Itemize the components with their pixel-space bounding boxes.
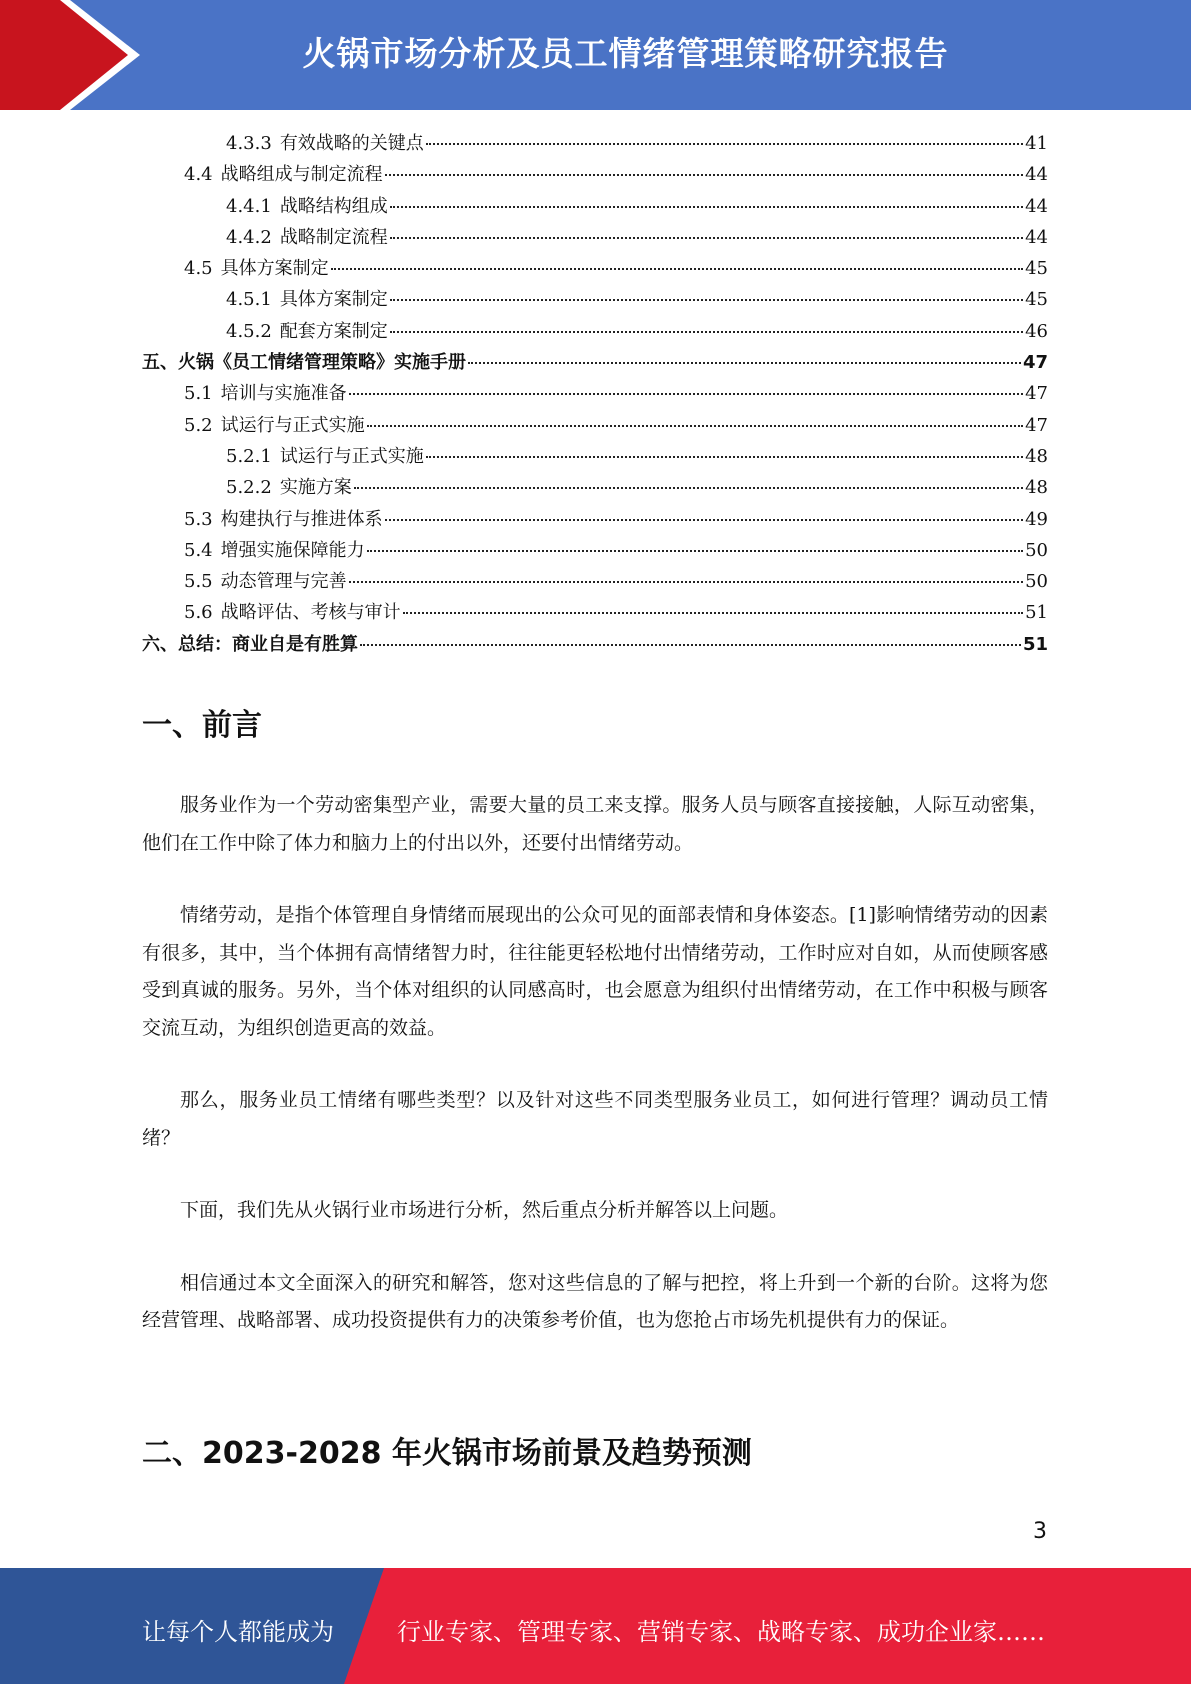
toc-entry[interactable]	[142, 504, 1048, 535]
toc-entry-page: 51	[1025, 602, 1048, 624]
toc-entry-number: 5.2	[184, 414, 213, 436]
toc-entry-number: 4.5.1	[226, 289, 272, 311]
toc-entry-page: 51	[1022, 633, 1048, 655]
toc-entry-page: 47	[1025, 383, 1048, 405]
toc-dot-leader	[468, 362, 1021, 364]
toc-entry-page: 49	[1025, 508, 1048, 530]
toc-entry-number: 5.4	[184, 539, 213, 561]
toc-entry-title: 战略结构组成	[279, 195, 388, 217]
toc-entry-number: 4.5.2	[226, 320, 272, 342]
toc-dot-leader	[349, 393, 1023, 395]
toc-entry-title: 构建执行与推进体系	[220, 508, 383, 530]
toc-dot-leader	[349, 581, 1023, 583]
footer-slogan-right: 行业专家、管理专家、营销专家、战略专家、成功企业家……	[397, 1618, 1045, 1646]
toc-entry-title: 动态管理与完善	[220, 571, 347, 593]
toc-entry-title: 增强实施保障能力	[220, 539, 365, 561]
toc-dot-leader	[426, 456, 1023, 458]
toc-dot-leader	[390, 206, 1023, 208]
toc-entry[interactable]	[142, 159, 1048, 190]
header-banner	[0, 0, 1191, 110]
toc-dot-leader	[426, 143, 1023, 145]
toc-entry[interactable]	[142, 441, 1048, 472]
toc-entry[interactable]	[142, 128, 1048, 159]
toc-entry[interactable]	[142, 378, 1048, 409]
toc-entry-title: 具体方案制定	[279, 289, 388, 311]
toc-entry-number: 5.6	[184, 602, 213, 624]
paragraph: 服务业作为一个劳动密集型产业，需要大量的员工来支撑。服务人员与顾客直接接触，人际互动密集，他们在工作中除了体力和脑力上的付出以外，还要付出情绪劳动。	[142, 794, 1048, 854]
paragraph: 下面，我们先从火锅行业市场进行分析，然后重点分析并解答以上问题。	[180, 1199, 789, 1221]
toc-entry-title: 五、火锅《员工情绪管理策略》实施手册	[142, 352, 466, 374]
toc-entry[interactable]	[142, 347, 1048, 378]
toc-entry-page: 45	[1025, 258, 1048, 280]
toc-entry-page: 47	[1025, 414, 1048, 436]
toc-entry-page: 44	[1025, 164, 1048, 186]
toc-entry[interactable]	[142, 284, 1048, 315]
toc-entry[interactable]	[142, 253, 1048, 284]
toc-dot-leader	[385, 519, 1023, 521]
toc-entry-page: 44	[1025, 195, 1048, 217]
toc-dot-leader	[367, 425, 1023, 427]
toc-entry-title: 战略评估、考核与审计	[220, 602, 401, 624]
toc-entry[interactable]	[142, 597, 1048, 628]
table-of-contents	[142, 128, 1048, 660]
footer-slogan-left: 让每个人都能成为	[142, 1618, 334, 1646]
toc-entry-number: 5.5	[184, 571, 213, 593]
page-number: 3	[1033, 1519, 1047, 1544]
toc-dot-leader	[390, 299, 1023, 301]
toc-entry-number: 5.3	[184, 508, 213, 530]
toc-entry[interactable]	[142, 222, 1048, 253]
toc-entry-number: 5.2.2	[226, 477, 272, 499]
toc-entry-page: 48	[1025, 445, 1048, 467]
toc-entry[interactable]	[142, 566, 1048, 597]
toc-entry-page: 48	[1025, 477, 1048, 499]
toc-entry[interactable]	[142, 316, 1048, 347]
paragraph: 那么，服务业员工情绪有哪些类型？以及针对这些不同类型服务业员工，如何进行管理？调动员工情绪？	[142, 1089, 1048, 1149]
toc-dot-leader	[331, 268, 1023, 270]
paragraph: 相信通过本文全面深入的研究和解答，您对这些信息的了解与把控，将上升到一个新的台阶。这将为您经营管理、战略部署、成功投资提供有力的决策参考价值，也为您抢占市场先机提供有力的保证。	[142, 1271, 1048, 1331]
report-title: 火锅市场分析及员工情绪管理策略研究报告	[302, 34, 949, 73]
toc-entry-page: 45	[1025, 289, 1048, 311]
toc-entry-title: 试运行与正式实施	[220, 414, 365, 436]
toc-entry[interactable]	[142, 191, 1048, 222]
toc-entry-title: 战略制定流程	[279, 226, 388, 248]
toc-entry-page: 41	[1025, 133, 1048, 154]
toc-entry-number: 5.1	[184, 383, 213, 405]
toc-entry-number: 4.3.3	[226, 133, 272, 154]
toc-entry[interactable]	[142, 472, 1048, 503]
toc-entry-number: 4.4.1	[226, 195, 272, 217]
toc-entry[interactable]	[142, 535, 1048, 566]
toc-entry-page: 50	[1025, 539, 1048, 561]
toc-dot-leader	[390, 331, 1023, 333]
toc-entry-page: 50	[1025, 571, 1048, 593]
toc-entry[interactable]	[142, 410, 1048, 441]
preface-body	[142, 787, 1048, 1340]
toc-dot-leader	[385, 174, 1023, 176]
section-heading-forecast: 二、2023-2028 年火锅市场前景及趋势预测	[142, 1436, 752, 1471]
toc-entry-page: 47	[1022, 352, 1048, 374]
toc-entry-title: 具体方案制定	[220, 258, 329, 280]
toc-entry-number: 4.4	[184, 164, 213, 186]
toc-entry-page: 44	[1025, 226, 1048, 248]
toc-entry-title: 有效战略的关键点	[279, 133, 424, 154]
footer-banner	[0, 1568, 1191, 1684]
toc-dot-leader	[367, 550, 1023, 552]
toc-dot-leader	[403, 612, 1023, 614]
toc-dot-leader	[390, 237, 1023, 239]
toc-entry-number: 4.5	[184, 258, 213, 280]
toc-entry-title: 实施方案	[279, 477, 352, 499]
toc-entry-title: 战略组成与制定流程	[220, 164, 383, 186]
toc-entry-title: 配套方案制定	[279, 320, 388, 342]
toc-dot-leader	[360, 644, 1021, 646]
toc-entry-page: 46	[1025, 320, 1048, 342]
toc-dot-leader	[354, 487, 1023, 489]
toc-entry-number: 5.2.1	[226, 445, 272, 467]
toc-entry-number: 4.4.2	[226, 226, 272, 248]
section-heading-preface: 一、前言	[142, 708, 262, 743]
toc-entry-title: 试运行与正式实施	[279, 445, 424, 467]
toc-entry[interactable]	[142, 629, 1048, 660]
toc-entry-title: 六、总结：商业自是有胜算	[142, 633, 358, 655]
toc-entry-title: 培训与实施准备	[220, 383, 347, 405]
paragraph: 情绪劳动，是指个体管理自身情绪而展现出的公众可见的面部表情和身体姿态。[1]影响情绪劳动的因素有很多，其中，当个体拥有高情绪智力时，往往能更轻松地付出情绪劳动，工作时应对自如，从而使顾客感受到真诚的服务。另外，当个体对组织的认同感高时，也会愿意为组织付出情绪劳动，在工作中积极与顾客交流互动，为组织创造更高的效益。	[142, 904, 1048, 1039]
